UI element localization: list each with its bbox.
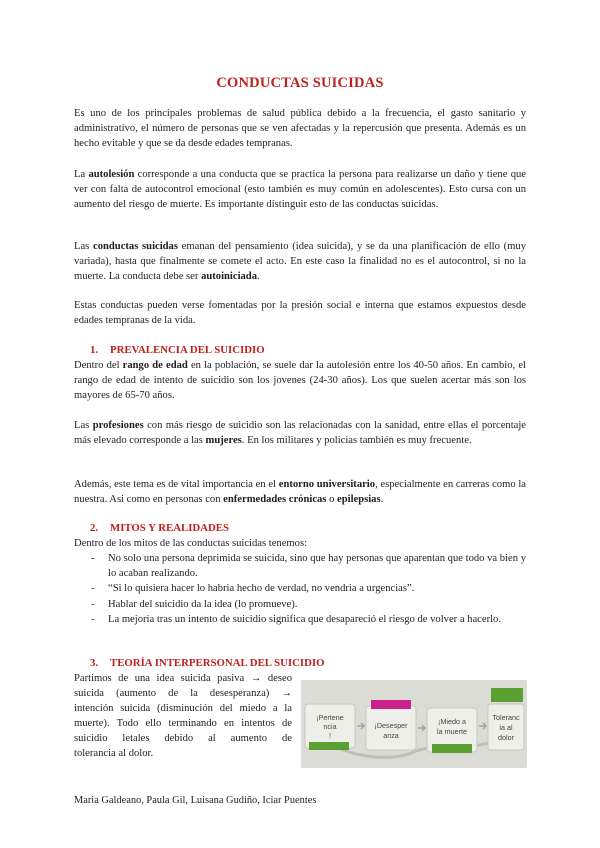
mitos-intro: Dentro de los mitos de las conductas suicidas tenemos: xyxy=(74,538,308,549)
list-item: - “Si lo quisiera hacer lo habria hecho de verdad, no vendria a urgencias”. xyxy=(91,583,415,595)
step-label: la muerte xyxy=(437,727,467,736)
presion-paragraph: Estas conductas pueden verse fomentadas por la presión social e interna que estamos expuestos desde edades tempranas de la vida. xyxy=(74,300,526,327)
step-label: ncia xyxy=(323,722,337,731)
arrow-icon xyxy=(418,725,425,731)
bold-term: autoiniciada xyxy=(201,271,258,283)
step-label: ¡Desesper xyxy=(374,721,408,730)
green-tag xyxy=(309,742,349,750)
bold-term: autolesión xyxy=(88,169,135,180)
page-footer-authors: Maria Galdeano, Paula Gil, Luisana Gudiño, Iciar Puentes xyxy=(74,795,317,806)
section-heading-prevalencia: 1. PREVALENCIA DEL SUICIDIO xyxy=(90,344,265,356)
conductas-paragraph: Las conductas suicidas emanan del pensamiento (idea suicida), y se da una planificación de ello (muy variada), hasta que finalmente se comete el acto. En este caso la finalidad no es el autocontrol, si no la muerte. La conducta debe ser autoiniciada. xyxy=(74,241,526,283)
list-item: - Hablar del suicidio da la idea (lo promueve). xyxy=(91,598,298,610)
step-label: Toleranc xyxy=(492,713,520,722)
list-item: - No solo una persona deprimida se suicida, sino que hay personas que aparentan que todo va bien y lo acaban realizando. xyxy=(91,553,526,580)
step-label: ia al xyxy=(499,723,513,732)
autolesion-paragraph: La autolesión corresponde a una conducta que se practica la persona para realizarse un daño y tiene que ver con falta de autocontrol emocional (esto también es muy común en adolescentes). Esto cursa con un aumento del riesgo de muerte. Es importante distinguir esto de las conductas suicidas. xyxy=(74,169,526,211)
profesiones-paragraph: Las profesiones con más riesgo de suicidio son las relacionadas con la sanidad, entre ellas el porcentaje más elevado corresponde a las mujeres. En los militares y policias también es muy frecuente. xyxy=(74,420,526,447)
bold-term: conductas suicidas xyxy=(93,241,178,252)
entorno-paragraph: Además, este tema es de vital importancia en el entorno universitario, especialmente en carreras como la nuestra. Asi como en personas con enfermedades crónicas o epilepsias. xyxy=(74,479,526,506)
step-label: ¡Pertene xyxy=(316,713,344,722)
text-line: tolerancia al dolor. xyxy=(74,748,154,759)
rango-edad-paragraph: Dentro del rango de edad en la población, se suele dar la autolesión entre los 40-50 años. En cambio, el rango de edad de intento de suicidio son los jovenes (24-30 años). Los que suelen acertar más son los mayores de 65-70 años. xyxy=(74,360,526,402)
step-label: ! xyxy=(329,731,331,740)
text-line: Partimos de una idea suicida pasiva → deseo xyxy=(74,673,292,684)
process-diagram xyxy=(301,680,527,768)
step-pertenencia xyxy=(305,704,355,750)
arrow-icon xyxy=(479,723,486,729)
teoria-figure xyxy=(301,680,527,768)
green-tag xyxy=(491,688,523,702)
text-line: muerte). Todo ello terminando en intentos de xyxy=(74,718,292,729)
step-label: dolor xyxy=(498,733,514,742)
arrow-icon xyxy=(357,723,364,729)
step-label: anza xyxy=(383,731,399,740)
green-tag xyxy=(432,744,472,753)
mitos-list xyxy=(74,551,526,627)
step-label: ¡Miedo a xyxy=(438,717,466,726)
list-item: - La mejoria tras un intento de suicidio significa que desapareció el riesgo de volver a hacerlo. xyxy=(91,613,501,625)
bold-term: epilepsias xyxy=(337,494,381,506)
bold-term: profesiones xyxy=(92,420,144,431)
bold-term: mujeres xyxy=(205,435,242,447)
step-desesperanza xyxy=(366,700,416,750)
intro-paragraph: Es uno de los principales problemas de salud pública debido a la frecuencia, el gasto sanitario y administrativo, el número de personas que se ven afectadas y la repercusión que presenta. Además es un hecho evitable y que se da desde edades tempranas. xyxy=(74,108,526,150)
step-tolerancia-dolor xyxy=(488,688,524,750)
text-line: suicidio letales debido al aumento de xyxy=(74,733,292,744)
section-heading-teoria: 3. TEORÍA INTERPERSONAL DEL SUICIDIO xyxy=(90,657,325,669)
text-line: intención suicida (disminución del miedo a la xyxy=(74,703,292,714)
step-miedo-muerte xyxy=(427,708,477,753)
text-line: suicida (aumento de la desesperanza) → xyxy=(74,688,292,699)
page-title: CONDUCTAS SUICIDAS xyxy=(216,75,384,91)
section-heading-mitos: 2. MITOS Y REALIDADES xyxy=(90,522,229,534)
bold-term: entorno universitario xyxy=(278,479,376,490)
magenta-tag xyxy=(371,700,411,709)
bold-term: enfermedades crónicas xyxy=(223,494,327,506)
bold-term: rango de edad xyxy=(122,360,188,371)
